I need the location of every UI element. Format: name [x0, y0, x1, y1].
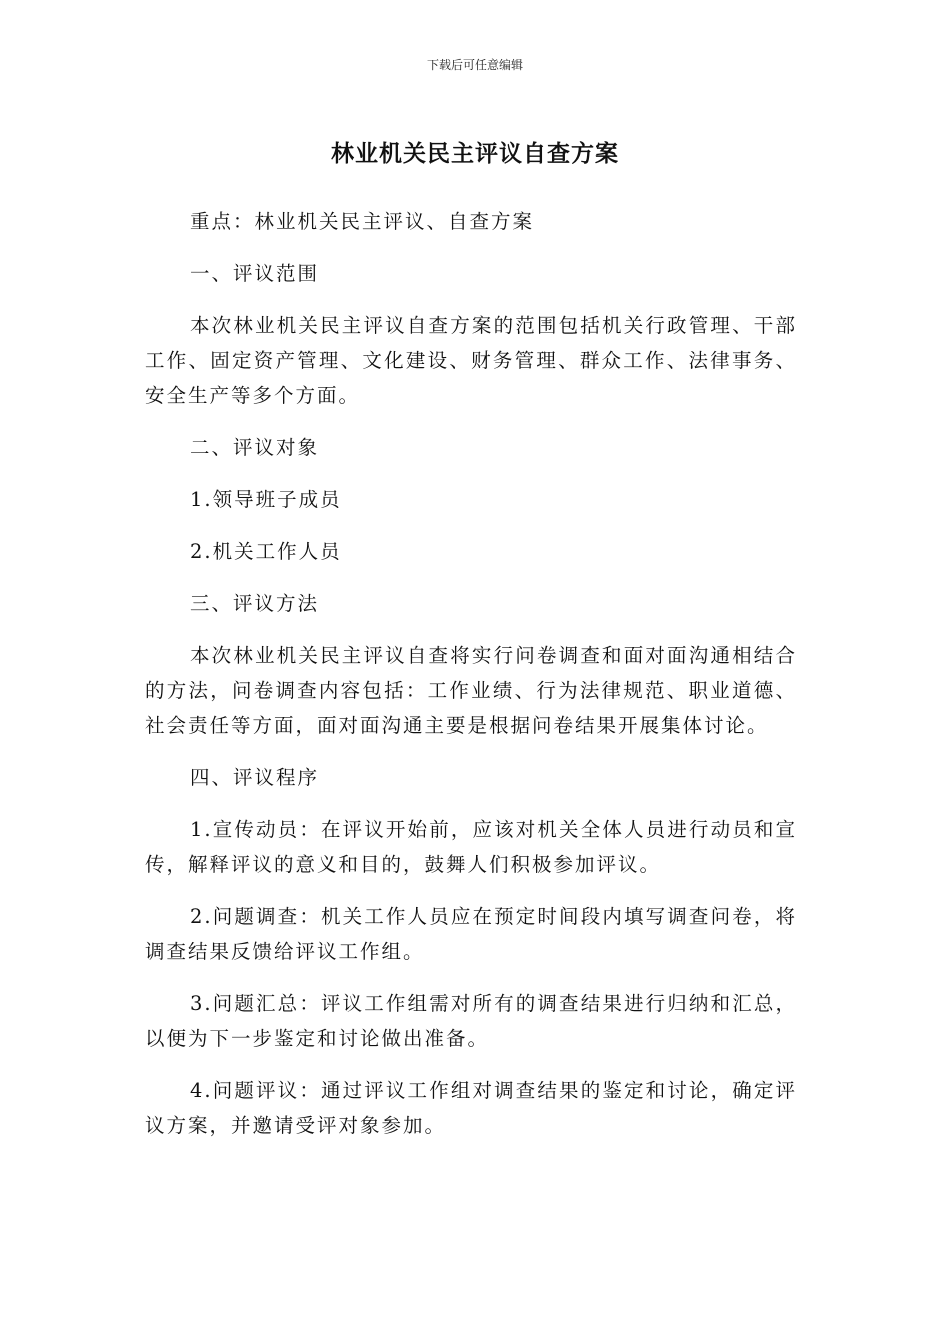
key-points-line: 重点：林业机关民主评议、自查方案 — [190, 210, 535, 233]
section-heading-methods: 三、评议方法 — [190, 592, 320, 615]
methods-paragraph: 本次林业机关民主评议自查将实行问卷调查和面对面沟通相结合的方法，问卷调查内容包括：工作业绩、行为法律规范、职业道德、社会责任等方面，面对面沟通主要是根据问卷结果开展集体讨论。 — [145, 644, 797, 737]
section-heading-scope: 一、评议范围 — [190, 262, 320, 285]
document-title: 林业机关民主评议自查方案 — [331, 141, 619, 167]
subject-item-staff: 2.机关工作人员 — [190, 540, 342, 563]
page-header-note: 下载后可任意编辑 — [426, 58, 523, 72]
procedure-step-mobilization: 1.宣传动员：在评议开始前，应该对机关全体人员进行动员和宣传，解释评议的意义和目的，鼓舞人们积极参加评议。 — [145, 818, 797, 876]
procedure-step-review: 4.问题评议：通过评议工作组对调查结果的鉴定和讨论，确定评议方案，并邀请受评对象参加。 — [145, 1079, 797, 1137]
section-heading-subjects: 二、评议对象 — [190, 436, 320, 459]
procedure-step-summary: 3.问题汇总：评议工作组需对所有的调查结果进行归纳和汇总，以便为下一步鉴定和讨论做出准备。 — [145, 992, 797, 1050]
subject-item-leaders: 1.领导班子成员 — [190, 488, 342, 511]
document-body — [145, 204, 797, 1160]
section-heading-procedure: 四、评议程序 — [190, 766, 320, 789]
scope-paragraph: 本次林业机关民主评议自查方案的范围包括机关行政管理、干部工作、固定资产管理、文化建设、财务管理、群众工作、法律事务、安全生产等多个方面。 — [145, 314, 797, 407]
procedure-step-survey: 2.问题调查：机关工作人员应在预定时间段内填写调查问卷，将调查结果反馈给评议工作组。 — [145, 905, 797, 963]
